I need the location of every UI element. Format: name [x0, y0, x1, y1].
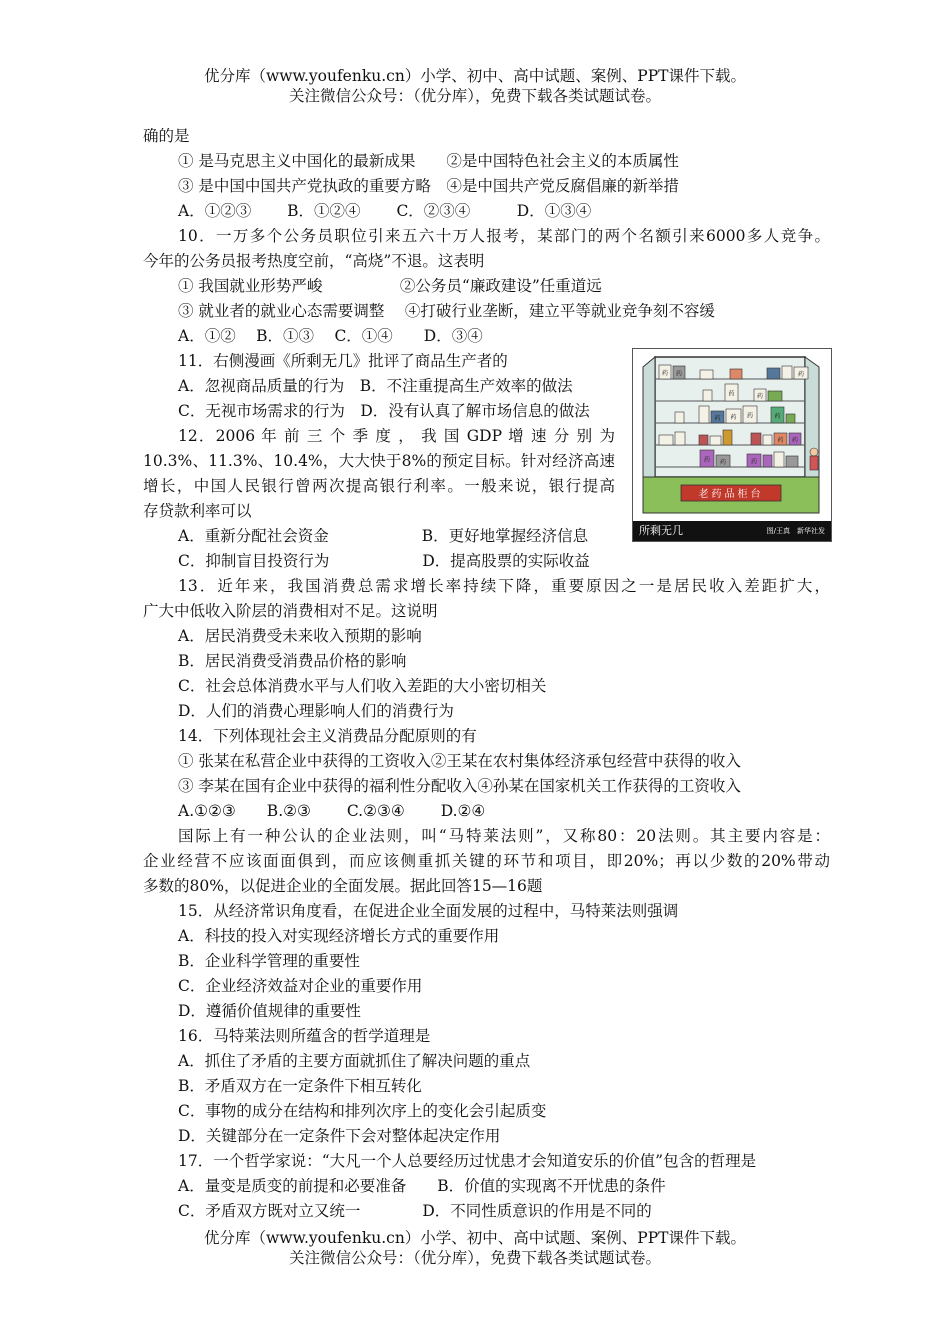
question-12-stem-cont-1: 10.3%、11.3%、10.4%，大大快于8%的预定目标。针对经济高速 [143, 452, 615, 470]
q15-option-b: B．企业科学管理的重要性 [178, 952, 360, 970]
medicine-box-label: 药 [728, 390, 735, 398]
medicine-box [723, 430, 732, 445]
medicine-box-label: 药 [774, 413, 781, 420]
medicine-box-label: 药 [675, 370, 683, 378]
q10-statements-1-2: ① 我国就业形势严峻 ②公务员“廉政建设”任重道远 [178, 277, 602, 295]
medicine-box [786, 456, 798, 467]
medicine-box [659, 435, 673, 445]
header-line-2: 关注微信公众号：（优分库），免费下载各类试题试卷。 [288, 87, 661, 105]
question-9-stem-end: 确的是 [143, 127, 190, 145]
medicine-box [768, 391, 782, 401]
q16-option-b: B．矛盾双方在一定条件下相互转化 [178, 1077, 422, 1095]
medicine-box-label: 药 [746, 412, 754, 420]
q10-options: A．①② B．①③ C．①④ D．③④ [178, 327, 483, 345]
material-paragraph-line-2: 企业经营不应该面面俱到，而应该侧重抓关键的环节和项目，即20%；再以少数的20%带动 [143, 852, 830, 870]
q14-options: A.①②③ B.②③ C.②③④ D.②④ [178, 802, 486, 820]
q15-option-c: C．企业经济效益对企业的重要作用 [178, 977, 423, 995]
medicine-box [763, 435, 772, 445]
q17-options-c-d: C．矛盾双方既对立又统一 D．不同性质意识的作用是不同的 [178, 1202, 652, 1220]
material-paragraph-line-1: 国际上有一种公认的企业法则，叫“马特莱法则”，又称80：20法则。其主要内容是： [178, 827, 830, 845]
question-14-stem: 14．下列体现社会主义消费品分配原则的有 [178, 727, 477, 745]
question-13-stem: 13．近年来，我国消费总需求增长率持续下降，重要原因之一是居民收入差距扩大， [178, 577, 830, 595]
medicine-box [699, 406, 709, 423]
question-16-stem: 16．马特莱法则所蕴含的哲学道理是 [178, 1027, 431, 1045]
counter-sign: 老药品柜台 [698, 489, 764, 500]
medicine-box-label: 药 [756, 393, 764, 400]
q15-option-d: D．遵循价值规律的重要性 [178, 1002, 361, 1020]
cartoon-drawing [633, 349, 831, 521]
cartoon-image [632, 348, 832, 542]
figure-body [810, 456, 818, 470]
q14-statements-3-4: ③ 李某在国有企业中获得的福利性分配收入④孙某在国家机关工作获得的工资收入 [178, 777, 741, 795]
q13-option-b: B．居民消费受消费品价格的影响 [178, 652, 407, 670]
question-12-stem: 12．2006 年 前 三 个 季 度 ， 我 国 GDP 增 速 分 别 为 [178, 427, 615, 445]
q12-options-a-b: A．重新分配社会资金 B．更好地掌握经济信息 [178, 527, 589, 545]
medicine-box [786, 414, 795, 423]
medicine-box [699, 435, 708, 445]
medicine-box-label: 药 [750, 458, 758, 466]
question-15-stem: 15．从经济常识角度看，在促进企业全面发展的过程中，马特莱法则强调 [178, 902, 679, 920]
q12-options-c-d: C．抑制盲目投资行为 D．提高股票的实际收益 [178, 552, 590, 570]
q9-options: A．①②③ B．①②④ C．②③④ D．①③④ [178, 202, 592, 220]
q17-options-a-b: A．量变是质变的前提和必要准备 B．价值的实现离不开忧患的条件 [178, 1177, 666, 1195]
medicine-box [730, 369, 742, 379]
q16-option-a: A．抓住了矛盾的主要方面就抓住了解决问题的重点 [178, 1052, 531, 1070]
header-line-1: 优分库（www.youfenku.cn）小学、初中、高中试题、案例、PPT课件下载。 [203, 67, 747, 85]
cartoon-title: 所剩无几 [639, 524, 683, 537]
question-17-stem: 17．一个哲学家说：“大凡一个人总要经历过忧患才会知道安乐的价值”包含的哲理是 [178, 1152, 757, 1170]
footer-line-1: 优分库（www.youfenku.cn）小学、初中、高中试题、案例、PPT课件下载。 [203, 1229, 747, 1247]
footer-line-2: 关注微信公众号：（优分库），免费下载各类试题试卷。 [288, 1249, 661, 1267]
medicine-box-label: 药 [777, 437, 784, 444]
medicine-box [774, 452, 784, 467]
q13-option-c: C．社会总体消费水平与人们收入差距的大小密切相关 [178, 677, 547, 695]
medicine-box-label: 药 [791, 437, 799, 444]
medicine-box [782, 366, 792, 379]
page-header [0, 66, 950, 106]
q13-option-d: D．人们的消费心理影响人们的消费行为 [178, 702, 454, 720]
medicine-box [703, 390, 712, 401]
figure-head [810, 448, 818, 456]
medicine-box-label: 药 [797, 371, 805, 378]
q9-statements-1-2: ① 是马克思主义中国化的最新成果 ②是中国特色社会主义的本质属性 [178, 152, 679, 170]
q10-statements-3-4: ③ 就业者的就业心态需要调整 ④打破行业垄断，建立平等就业竞争刻不容缓 [178, 302, 715, 320]
medicine-box [675, 412, 684, 423]
question-12-stem-cont-3: 存贷款利率可以 [143, 502, 252, 520]
q9-statements-3-4: ③ 是中国中国共产党执政的重要方略 ④是中国共产党反腐倡廉的新举措 [178, 177, 679, 195]
medicine-box-label: 药 [714, 415, 721, 422]
q11-options-a-b: A．忽视商品质量的行为 B．不注重提高生产效率的做法 [178, 377, 573, 395]
medicine-box-label: 药 [703, 456, 711, 464]
q11-options-c-d: C．无视市场需求的行为 D．没有认真了解市场信息的做法 [178, 402, 590, 420]
medicine-box [767, 368, 780, 379]
medicine-box-label: 药 [661, 370, 669, 377]
material-paragraph-line-3: 多数的80%，以促进企业的全面发展。据此回答15—16题 [143, 877, 543, 895]
question-12-stem-cont-2: 增长，中国人民银行曾两次提高银行利率。一般来说，银行提高 [143, 477, 615, 495]
q15-option-a: A．科技的投入对实现经济增长方式的重要作用 [178, 927, 500, 945]
q14-statements-1-2: ① 张某在私营企业中获得的工资收入②王某在农村集体经济承包经营中获得的收入 [178, 752, 741, 770]
medicine-box [751, 433, 761, 445]
cartoon-caption-bar [633, 521, 831, 541]
medicine-box-label: 药 [719, 459, 727, 466]
question-10-stem: 10．一万多个公务员职位引来五六十万人报考，某部门的两个名额引来6000多人竞争。 [178, 227, 830, 245]
question-10-stem-cont: 今年的公务员报考热度空前，“高烧”不退。这表明 [143, 252, 485, 270]
cartoon-credit: 图/王真 新华社发 [766, 527, 825, 535]
q13-option-a: A．居民消费受未来收入预期的影响 [178, 627, 422, 645]
q16-option-d: D．关键部分在一定条件下会对整体起决定作用 [178, 1127, 501, 1145]
medicine-box [675, 432, 685, 445]
medicine-box [700, 370, 713, 379]
question-13-stem-cont: 广大中低收入阶层的消费相对不足。这说明 [143, 602, 438, 620]
medicine-box [710, 436, 721, 445]
medicine-box-label: 药 [730, 414, 737, 421]
q16-option-c: C．事物的成分在结构和排列次序上的变化会引起质变 [178, 1102, 547, 1120]
page-footer [0, 1228, 950, 1268]
medicine-box [763, 455, 772, 467]
question-11-stem: 11．右侧漫画《所剩无几》批评了商品生产者的 [178, 352, 508, 370]
